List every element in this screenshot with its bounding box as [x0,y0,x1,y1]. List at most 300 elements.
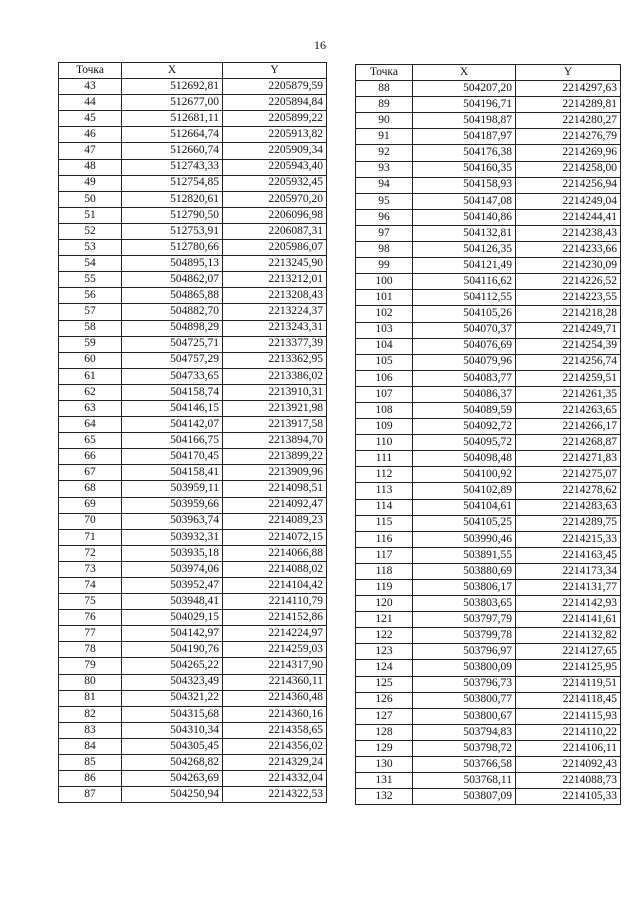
y-coordinate-cell: 2214271,83 [516,451,621,467]
y-coordinate-cell: 2213910,31 [223,384,327,400]
y-coordinate-cell: 2213212,01 [223,272,327,288]
point-number-cell: 60 [59,352,122,368]
point-number-cell: 75 [59,594,122,610]
x-coordinate-cell: 504757,29 [122,352,223,368]
x-coordinate-cell: 503963,74 [122,513,223,529]
x-coordinate-cell: 504158,93 [413,177,516,193]
y-coordinate-cell: 2214283,63 [516,499,621,515]
point-number-cell: 129 [356,740,413,756]
point-number-cell: 50 [59,191,122,207]
x-coordinate-cell: 504250,94 [122,787,223,803]
table-row [59,545,327,561]
point-number-cell: 54 [59,256,122,272]
x-coordinate-cell: 504733,65 [122,368,223,384]
x-coordinate-cell: 504196,71 [413,97,516,113]
table-row [59,771,327,787]
point-number-cell: 131 [356,773,413,789]
x-coordinate-cell: 503797,79 [413,612,516,628]
x-coordinate-cell: 503935,18 [122,545,223,561]
table-row [59,320,327,336]
x-coordinate-cell: 512692,81 [122,79,223,95]
table-row [59,111,327,127]
point-number-cell: 117 [356,547,413,563]
point-number-cell: 58 [59,320,122,336]
table-row [356,789,621,805]
y-coordinate-cell: 2213386,02 [223,368,327,384]
table-row [356,402,621,418]
table-row [59,529,327,545]
point-number-cell: 112 [356,467,413,483]
table-row [59,433,327,449]
y-coordinate-cell: 2214230,09 [516,258,621,274]
table-row [356,483,621,499]
table-row [356,596,621,612]
point-number-cell: 100 [356,274,413,290]
x-coordinate-cell: 512790,50 [122,207,223,223]
point-number-cell: 121 [356,612,413,628]
table-row [59,578,327,594]
y-coordinate-cell: 2214317,90 [223,658,327,674]
point-number-cell: 77 [59,626,122,642]
point-number-cell: 72 [59,545,122,561]
x-coordinate-cell: 503800,77 [413,692,516,708]
y-coordinate-cell: 2214249,71 [516,322,621,338]
point-number-cell: 91 [356,129,413,145]
point-number-cell: 55 [59,272,122,288]
column-header-point: Точка [59,63,122,79]
x-coordinate-cell: 503948,41 [122,594,223,610]
point-number-cell: 74 [59,578,122,594]
table-row [356,258,621,274]
table-row [356,306,621,322]
table-row [59,207,327,223]
table-row [59,561,327,577]
table-row [356,209,621,225]
table-row [59,497,327,513]
x-coordinate-cell: 503990,46 [413,531,516,547]
point-number-cell: 68 [59,481,122,497]
x-coordinate-cell: 504100,92 [413,467,516,483]
point-number-cell: 43 [59,79,122,95]
x-coordinate-cell: 504132,81 [413,225,516,241]
table-row [59,384,327,400]
point-number-cell: 79 [59,658,122,674]
x-coordinate-cell: 504029,15 [122,610,223,626]
y-coordinate-cell: 2214215,33 [516,531,621,547]
table-row [356,644,621,660]
x-coordinate-cell: 504170,45 [122,449,223,465]
y-coordinate-cell: 2214110,22 [516,724,621,740]
x-coordinate-cell: 504315,68 [122,706,223,722]
x-coordinate-cell: 503974,06 [122,561,223,577]
x-coordinate-cell: 512677,00 [122,95,223,111]
table-row [59,722,327,738]
y-coordinate-cell: 2214226,52 [516,274,621,290]
y-coordinate-cell: 2214278,62 [516,483,621,499]
column-header-point: Точка [356,65,413,81]
page-number: 16 [314,38,326,52]
table-row [356,81,621,97]
point-number-cell: 113 [356,483,413,499]
point-number-cell: 48 [59,159,122,175]
x-coordinate-cell: 504076,69 [413,338,516,354]
coordinates-table-right [355,64,621,805]
table-row [59,674,327,690]
y-coordinate-cell: 2214332,04 [223,771,327,787]
y-coordinate-cell: 2213894,70 [223,433,327,449]
y-coordinate-cell: 2213917,58 [223,417,327,433]
y-coordinate-cell: 2214297,63 [516,81,621,97]
y-coordinate-cell: 2205899,22 [223,111,327,127]
column-header-x: X [413,65,516,81]
y-coordinate-cell: 2214142,93 [516,596,621,612]
table-row [356,708,621,724]
table-row [59,626,327,642]
point-number-cell: 82 [59,706,122,722]
point-number-cell: 51 [59,207,122,223]
point-number-cell: 71 [59,529,122,545]
table-row [59,368,327,384]
y-coordinate-cell: 2213224,37 [223,304,327,320]
x-coordinate-cell: 504105,26 [413,306,516,322]
table-row [59,449,327,465]
x-coordinate-cell: 504142,97 [122,626,223,642]
x-coordinate-cell: 504187,97 [413,129,516,145]
y-coordinate-cell: 2214072,15 [223,529,327,545]
point-number-cell: 101 [356,290,413,306]
point-number-cell: 62 [59,384,122,400]
table-row [356,692,621,708]
table-row [59,143,327,159]
y-coordinate-cell: 2214218,28 [516,306,621,322]
x-coordinate-cell: 504147,08 [413,193,516,209]
point-number-cell: 76 [59,610,122,626]
x-coordinate-cell: 504862,07 [122,272,223,288]
y-coordinate-cell: 2205909,34 [223,143,327,159]
table-row [59,513,327,529]
coordinates-table-left [58,62,327,803]
y-coordinate-cell: 2214066,88 [223,545,327,561]
point-number-cell: 123 [356,644,413,660]
y-coordinate-cell: 2214266,17 [516,419,621,435]
point-number-cell: 65 [59,433,122,449]
point-number-cell: 59 [59,336,122,352]
y-coordinate-cell: 2214261,35 [516,386,621,402]
y-coordinate-cell: 2205913,82 [223,127,327,143]
x-coordinate-cell: 503799,78 [413,628,516,644]
point-number-cell: 63 [59,400,122,416]
point-number-cell: 92 [356,145,413,161]
y-coordinate-cell: 2214132,82 [516,628,621,644]
point-number-cell: 125 [356,676,413,692]
point-number-cell: 102 [356,306,413,322]
x-coordinate-cell: 512780,66 [122,240,223,256]
x-coordinate-cell: 503806,17 [413,580,516,596]
y-coordinate-cell: 2213921,98 [223,400,327,416]
x-coordinate-cell: 504882,70 [122,304,223,320]
point-number-cell: 116 [356,531,413,547]
table-row [356,113,621,129]
x-coordinate-cell: 503891,55 [413,547,516,563]
point-number-cell: 52 [59,223,122,239]
table-row [356,145,621,161]
y-coordinate-cell: 2214289,81 [516,97,621,113]
x-coordinate-cell: 504310,34 [122,722,223,738]
table-row [356,419,621,435]
point-number-cell: 127 [356,708,413,724]
table-row [356,612,621,628]
y-coordinate-cell: 2205932,45 [223,175,327,191]
y-coordinate-cell: 2214223,55 [516,290,621,306]
column-header-x: X [122,63,223,79]
y-coordinate-cell: 2214089,23 [223,513,327,529]
table-row [356,354,621,370]
y-coordinate-cell: 2213377,39 [223,336,327,352]
table-row [59,642,327,658]
table-row [59,79,327,95]
table-row [59,352,327,368]
y-coordinate-cell: 2213208,43 [223,288,327,304]
y-coordinate-cell: 2214263,65 [516,402,621,418]
x-coordinate-cell: 512681,11 [122,111,223,127]
point-number-cell: 84 [59,738,122,754]
x-coordinate-cell: 504895,13 [122,256,223,272]
y-coordinate-cell: 2206096,98 [223,207,327,223]
point-number-cell: 69 [59,497,122,513]
table-row [356,177,621,193]
point-number-cell: 105 [356,354,413,370]
point-number-cell: 99 [356,258,413,274]
table-row [356,724,621,740]
point-number-cell: 57 [59,304,122,320]
point-number-cell: 106 [356,370,413,386]
x-coordinate-cell: 504089,59 [413,402,516,418]
table-row [59,706,327,722]
y-coordinate-cell: 2214360,48 [223,690,327,706]
x-coordinate-cell: 503794,83 [413,724,516,740]
table-row [59,690,327,706]
x-coordinate-cell: 504158,41 [122,465,223,481]
y-coordinate-cell: 2214088,73 [516,773,621,789]
table-row [356,129,621,145]
point-number-cell: 78 [59,642,122,658]
point-number-cell: 86 [59,771,122,787]
table-row [356,161,621,177]
y-coordinate-cell: 2205879,59 [223,79,327,95]
table-row [59,465,327,481]
y-coordinate-cell: 2214119,51 [516,676,621,692]
x-coordinate-cell: 504158,74 [122,384,223,400]
point-number-cell: 118 [356,563,413,579]
y-coordinate-cell: 2214110,79 [223,594,327,610]
point-number-cell: 103 [356,322,413,338]
point-number-cell: 90 [356,113,413,129]
table-row [356,290,621,306]
point-number-cell: 87 [59,787,122,803]
x-coordinate-cell: 504176,38 [413,145,516,161]
x-coordinate-cell: 503800,67 [413,708,516,724]
point-number-cell: 109 [356,419,413,435]
x-coordinate-cell: 504121,49 [413,258,516,274]
x-coordinate-cell: 504070,37 [413,322,516,338]
point-number-cell: 94 [356,177,413,193]
column-header-y: Y [223,63,327,79]
table-row [59,191,327,207]
point-number-cell: 114 [356,499,413,515]
y-coordinate-cell: 2214092,43 [516,757,621,773]
point-number-cell: 45 [59,111,122,127]
y-coordinate-cell: 2214268,87 [516,435,621,451]
point-number-cell: 120 [356,596,413,612]
y-coordinate-cell: 2214280,27 [516,113,621,129]
x-coordinate-cell: 504140,86 [413,209,516,225]
x-coordinate-cell: 503932,31 [122,529,223,545]
y-coordinate-cell: 2214233,66 [516,242,621,258]
point-number-cell: 88 [356,81,413,97]
y-coordinate-cell: 2214104,42 [223,578,327,594]
y-coordinate-cell: 2213899,22 [223,449,327,465]
y-coordinate-cell: 2214115,93 [516,708,621,724]
x-coordinate-cell: 504104,61 [413,499,516,515]
y-coordinate-cell: 2213243,31 [223,320,327,336]
x-coordinate-cell: 512820,61 [122,191,223,207]
x-coordinate-cell: 504265,22 [122,658,223,674]
table-row [356,451,621,467]
point-number-cell: 73 [59,561,122,577]
point-number-cell: 85 [59,755,122,771]
x-coordinate-cell: 503959,66 [122,497,223,513]
table-row [59,594,327,610]
y-coordinate-cell: 2214127,65 [516,644,621,660]
x-coordinate-cell: 504166,75 [122,433,223,449]
table-row [59,288,327,304]
y-coordinate-cell: 2205943,40 [223,159,327,175]
point-number-cell: 49 [59,175,122,191]
y-coordinate-cell: 2214106,11 [516,740,621,756]
y-coordinate-cell: 2213909,96 [223,465,327,481]
table-row [356,515,621,531]
point-number-cell: 93 [356,161,413,177]
point-number-cell: 119 [356,580,413,596]
table-row [356,242,621,258]
y-coordinate-cell: 2214244,41 [516,209,621,225]
point-number-cell: 46 [59,127,122,143]
table-row [59,481,327,497]
x-coordinate-cell: 504105,25 [413,515,516,531]
y-coordinate-cell: 2206087,31 [223,223,327,239]
y-coordinate-cell: 2214088,02 [223,561,327,577]
y-coordinate-cell: 2214249,04 [516,193,621,209]
y-coordinate-cell: 2214105,33 [516,789,621,805]
point-number-cell: 128 [356,724,413,740]
table-row [356,435,621,451]
table-row [59,272,327,288]
y-coordinate-cell: 2214092,47 [223,497,327,513]
point-number-cell: 95 [356,193,413,209]
x-coordinate-cell: 512754,85 [122,175,223,191]
point-number-cell: 97 [356,225,413,241]
point-number-cell: 89 [356,97,413,113]
table-row [59,787,327,803]
point-number-cell: 96 [356,209,413,225]
point-number-cell: 67 [59,465,122,481]
x-coordinate-cell: 504146,15 [122,400,223,416]
y-coordinate-cell: 2214256,74 [516,354,621,370]
point-number-cell: 61 [59,368,122,384]
table-header-row [59,63,327,79]
x-coordinate-cell: 504198,87 [413,113,516,129]
x-coordinate-cell: 503798,72 [413,740,516,756]
y-coordinate-cell: 2214360,11 [223,674,327,690]
x-coordinate-cell: 504207,20 [413,81,516,97]
x-coordinate-cell: 512664,74 [122,127,223,143]
y-coordinate-cell: 2214360,16 [223,706,327,722]
y-coordinate-cell: 2214238,43 [516,225,621,241]
x-coordinate-cell: 503880,69 [413,563,516,579]
point-number-cell: 64 [59,417,122,433]
table-row [59,240,327,256]
y-coordinate-cell: 2214322,53 [223,787,327,803]
point-number-cell: 44 [59,95,122,111]
table-header-row [356,65,621,81]
table-row [356,628,621,644]
y-coordinate-cell: 2214131,77 [516,580,621,596]
x-coordinate-cell: 504305,45 [122,738,223,754]
x-coordinate-cell: 503766,58 [413,757,516,773]
table-row [356,499,621,515]
point-number-cell: 108 [356,402,413,418]
y-coordinate-cell: 2214259,51 [516,370,621,386]
table-row [59,175,327,191]
table-row [356,563,621,579]
y-coordinate-cell: 2213245,90 [223,256,327,272]
point-number-cell: 124 [356,660,413,676]
x-coordinate-cell: 503796,73 [413,676,516,692]
table-row [356,660,621,676]
x-coordinate-cell: 504083,77 [413,370,516,386]
y-coordinate-cell: 2214289,75 [516,515,621,531]
table-row [356,225,621,241]
x-coordinate-cell: 504095,72 [413,435,516,451]
y-coordinate-cell: 2205986,07 [223,240,327,256]
table-row [59,95,327,111]
y-coordinate-cell: 2214152,86 [223,610,327,626]
table-row [59,127,327,143]
y-coordinate-cell: 2214118,45 [516,692,621,708]
table-row [59,400,327,416]
x-coordinate-cell: 504142,07 [122,417,223,433]
x-coordinate-cell: 503959,11 [122,481,223,497]
point-number-cell: 56 [59,288,122,304]
y-coordinate-cell: 2214259,03 [223,642,327,658]
y-coordinate-cell: 2205970,20 [223,191,327,207]
x-coordinate-cell: 504323,49 [122,674,223,690]
point-number-cell: 104 [356,338,413,354]
y-coordinate-cell: 2214269,96 [516,145,621,161]
x-coordinate-cell: 504190,76 [122,642,223,658]
table-row [356,773,621,789]
point-number-cell: 80 [59,674,122,690]
table-row [59,159,327,175]
point-number-cell: 70 [59,513,122,529]
x-coordinate-cell: 504092,72 [413,419,516,435]
point-number-cell: 81 [59,690,122,706]
table-row [59,304,327,320]
table-row [356,322,621,338]
table-row [356,580,621,596]
point-number-cell: 130 [356,757,413,773]
point-number-cell: 53 [59,240,122,256]
